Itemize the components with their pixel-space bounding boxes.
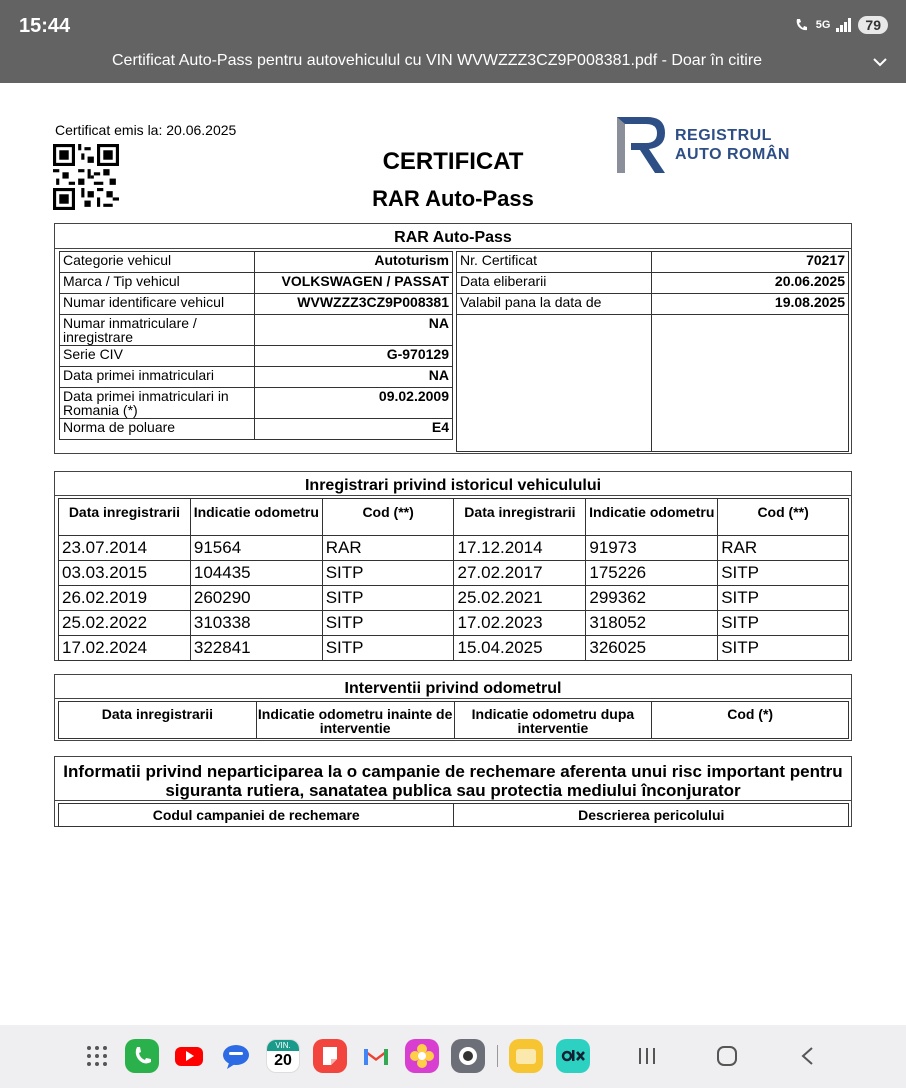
history-cell: 17.02.2024 [59, 636, 191, 661]
history-table [58, 498, 849, 661]
vehicle-field-value: WVWZZZ3CZ9P008381 [255, 294, 453, 315]
history-section-title: Inregistrari privind istoricul vehiculului [55, 472, 851, 496]
recall-column-header: Codul campaniei de rechemare [59, 804, 454, 827]
history-cell: SITP [322, 561, 454, 586]
history-cell: 03.03.2015 [59, 561, 191, 586]
history-cell: 26.02.2019 [59, 586, 191, 611]
vehicle-info-row [60, 419, 453, 440]
history-column-header: Cod (**) [718, 499, 849, 536]
history-cell: SITP [718, 636, 849, 661]
vehicle-info-table [59, 251, 453, 440]
vehicle-info-row [60, 315, 453, 346]
table-row [59, 561, 849, 586]
home-icon[interactable] [716, 1045, 738, 1067]
history-cell: SITP [718, 611, 849, 636]
vehicle-field-value: NA [255, 367, 453, 388]
vehicle-field-label: Numar identificare vehicul [60, 294, 255, 315]
calendar-app-icon[interactable] [266, 1039, 300, 1073]
rar-logo [613, 113, 790, 177]
history-cell: RAR [718, 536, 849, 561]
recall-column-header: Descrierea pericolului [454, 804, 849, 827]
back-icon[interactable] [798, 1046, 818, 1066]
chevron-down-icon[interactable] [872, 54, 888, 70]
history-cell: 322841 [190, 636, 322, 661]
vehicle-info-row [60, 252, 453, 273]
gallery-app-icon[interactable] [405, 1039, 439, 1073]
certificate-blank-row [457, 315, 849, 452]
history-cell: 299362 [586, 586, 718, 611]
vehicle-field-value: 09.02.2009 [255, 388, 453, 419]
history-cell: 15.04.2025 [454, 636, 586, 661]
history-column-header: Data inregistrarii [454, 499, 586, 536]
calendar-day-label: VIN. [267, 1040, 299, 1051]
certificate-field-value: 19.08.2025 [652, 294, 849, 315]
history-cell: SITP [718, 586, 849, 611]
messages-app-icon[interactable] [219, 1039, 253, 1073]
logo-line1: REGISTRUL [675, 127, 772, 144]
nav-divider [497, 1045, 498, 1067]
history-cell: 27.02.2017 [454, 561, 586, 586]
table-row [59, 636, 849, 661]
olx-app-icon[interactable] [556, 1039, 590, 1073]
certificate-field-value: 20.06.2025 [652, 273, 849, 294]
history-cell: 175226 [586, 561, 718, 586]
recall-table [58, 803, 849, 827]
vehicle-field-label: Data primei inmatriculari in Romania (*) [60, 388, 255, 419]
history-cell: 17.12.2014 [454, 536, 586, 561]
certificate-info-row [457, 294, 849, 315]
wifi-call-icon [794, 17, 810, 33]
recall-section [54, 756, 852, 827]
vehicle-field-value: Autoturism [255, 252, 453, 273]
battery-indicator: 79 [858, 16, 888, 34]
odometer-column-header: Indicatie odometru dupa interventie [454, 702, 652, 739]
history-cell: SITP [322, 611, 454, 636]
phone-app-icon[interactable] [125, 1039, 159, 1073]
document-title[interactable]: Certificat Auto-Pass pentru autovehiculul cu VIN WVWZZZ3CZ9P008381.pdf - Doar în citire [112, 52, 763, 69]
history-cell: 91973 [586, 536, 718, 561]
vehicle-field-label: Marca / Tip vehicul [60, 273, 255, 294]
recall-section-title: Informatii privind neparticiparea la o campanie de rechemare aferenta unui risc important pentru siguranta rutiera, sanatatea publica sau protectia mediului înconjurator [55, 757, 851, 801]
issued-date: Certificat emis la: 20.06.2025 [55, 122, 237, 138]
history-cell: 318052 [586, 611, 718, 636]
gmail-app-icon[interactable] [359, 1039, 393, 1073]
odometer-column-header: Cod (*) [652, 702, 849, 739]
vehicle-info-row [60, 294, 453, 315]
vehicle-info-row [60, 367, 453, 388]
vehicle-field-value: G-970129 [255, 346, 453, 367]
certificate-field-label: Valabil pana la data de [457, 294, 652, 315]
vehicle-field-label: Categorie vehicul [60, 252, 255, 273]
certificate-info-row [457, 252, 849, 273]
table-row [59, 536, 849, 561]
network-type: 5G [815, 19, 831, 31]
certificate-info-row [457, 273, 849, 294]
table-row [59, 611, 849, 636]
vehicle-field-value: NA [255, 315, 453, 346]
camera-app-icon[interactable] [451, 1039, 485, 1073]
pdf-page [0, 83, 906, 1025]
history-section [54, 471, 852, 661]
history-cell: RAR [322, 536, 454, 561]
top-bar [0, 0, 906, 83]
history-column-header: Data inregistrarii [59, 499, 191, 536]
odometer-column-header: Indicatie odometru inainte de interventie [256, 702, 454, 739]
history-cell: 91564 [190, 536, 322, 561]
signal-icon [836, 18, 852, 32]
history-cell: SITP [322, 636, 454, 661]
history-cell: SITP [322, 586, 454, 611]
vehicle-field-label: Serie CIV [60, 346, 255, 367]
vehicle-field-value: E4 [255, 419, 453, 440]
blank-cell [652, 315, 849, 452]
history-column-header: Indicatie odometru [586, 499, 718, 536]
certificate-info-table [456, 251, 849, 452]
status-icons [794, 16, 888, 34]
history-cell: 17.02.2023 [454, 611, 586, 636]
vehicle-info-row [60, 346, 453, 367]
apps-grid-icon[interactable] [86, 1045, 108, 1067]
vehicle-field-value: VOLKSWAGEN / PASSAT [255, 273, 453, 294]
history-column-header: Cod (**) [322, 499, 454, 536]
vehicle-field-label: Data primei inmatriculari [60, 367, 255, 388]
odometer-table [58, 701, 849, 739]
odometer-section-title: Interventii privind odometrul [55, 675, 851, 699]
odometer-section [54, 674, 852, 741]
certificate-subtitle: RAR Auto-Pass [372, 186, 534, 211]
history-cell: 25.02.2022 [59, 611, 191, 636]
recent-apps-icon[interactable] [637, 1046, 657, 1066]
status-time: 15:44 [19, 15, 71, 37]
certificate-field-value: 70217 [652, 252, 849, 273]
blank-cell [457, 315, 652, 452]
history-cell: 25.02.2021 [454, 586, 586, 611]
vehicle-info-row [60, 273, 453, 294]
vehicle-field-label: Norma de poluare [60, 419, 255, 440]
history-column-header: Indicatie odometru [190, 499, 322, 536]
history-cell: 310338 [190, 611, 322, 636]
notes-app-icon[interactable] [313, 1039, 347, 1073]
my-files-app-icon[interactable] [509, 1039, 543, 1073]
history-cell: SITP [718, 561, 849, 586]
vehicle-info-section [54, 223, 852, 454]
certificate-title: CERTIFICAT [382, 148, 524, 175]
vehicle-info-row [60, 388, 453, 419]
history-cell: 260290 [190, 586, 322, 611]
rar-logo-icon [613, 113, 669, 177]
vehicle-field-label: Numar inmatriculare / inregistrare [60, 315, 255, 346]
odometer-column-header: Data inregistrarii [59, 702, 257, 739]
youtube-app-icon[interactable] [172, 1039, 206, 1073]
certificate-field-label: Data eliberarii [457, 273, 652, 294]
vehicle-section-title: RAR Auto-Pass [55, 224, 851, 249]
certificate-field-label: Nr. Certificat [457, 252, 652, 273]
history-cell: 326025 [586, 636, 718, 661]
navigation-bar [0, 1025, 906, 1088]
calendar-date-label: 20 [274, 1052, 292, 1069]
history-cell: 23.07.2014 [59, 536, 191, 561]
history-cell: 104435 [190, 561, 322, 586]
table-row [59, 586, 849, 611]
logo-line2: AUTO ROMÂN [675, 146, 790, 163]
